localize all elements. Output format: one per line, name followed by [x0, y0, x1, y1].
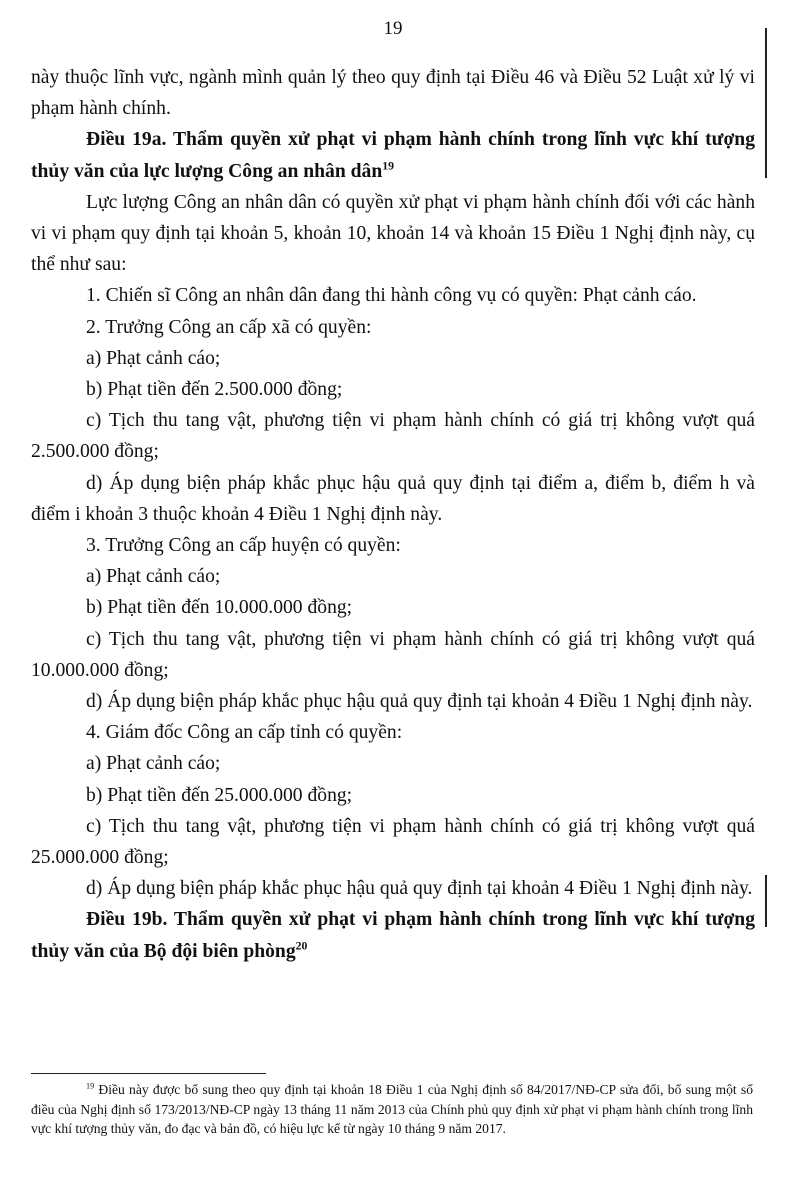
footnote-separator: [31, 1073, 266, 1074]
scan-edge-line-top: [765, 28, 767, 178]
paragraph-text: d) Áp dụng biện pháp khắc phục hậu quả quy định tại khoản 4 Điều 1 Nghị định này.: [86, 878, 753, 900]
paragraph-text: 2. Trưởng Công an cấp xã có quyền:: [86, 316, 372, 338]
paragraph-text: Điều 19a. Thẩm quyền xử phạt vi phạm hành chính trong lĩnh vực khí tượng thủy văn của lực lượng Công an nhân dân: [31, 129, 755, 182]
paragraph-text: d) Áp dụng biện pháp khắc phục hậu quả quy định tại khoản 4 Điều 1 Nghị định này.: [86, 691, 753, 713]
footnote-block: [31, 1080, 753, 1139]
paragraph-text: b) Phạt tiền đến 25.000.000 đồng;: [86, 784, 353, 806]
paragraph: [31, 468, 755, 530]
paragraph-text: c) Tịch thu tang vật, phương tiện vi phạm hành chính có giá trị không vượt quá 25.000.000 đồng;: [31, 815, 755, 869]
paragraph: [31, 405, 755, 467]
paragraph-text: 4. Giám đốc Công an cấp tỉnh có quyền:: [86, 722, 403, 744]
paragraph-text: này thuộc lĩnh vực, ngành mình quản lý theo quy định tại Điều 46 và Điều 52 Luật xử lý vi phạm hành chính.: [31, 67, 755, 120]
paragraph-text: b) Phạt tiền đến 2.500.000 đồng;: [86, 379, 343, 401]
paragraph: [31, 811, 755, 873]
paragraph-text: a) Phạt cảnh cáo;: [86, 753, 221, 775]
paragraph-text: c) Tịch thu tang vật, phương tiện vi phạm hành chính có giá trị không vượt quá 10.000.000 đồng;: [31, 628, 755, 681]
paragraph: [31, 561, 755, 592]
paragraph: [31, 187, 755, 281]
footnote-ref: 20: [295, 939, 308, 953]
scan-edge-line-bottom: [765, 875, 767, 927]
paragraph: [31, 624, 755, 686]
paragraph: [31, 280, 755, 311]
paragraph: [31, 592, 755, 623]
paragraph: [31, 62, 755, 124]
paragraph: [31, 873, 755, 904]
footnote-text: Điều này được bổ sung theo quy định tại khoản 18 Điều 1 của Nghị định số 84/2017/NĐ-CP sửa đổi, bổ sung một số điều của Nghị định số 173/2013/NĐ-CP ngày 13 tháng 11 năm 2013 của Chính phủ quy định xử phạt vi phạm hành chính trong lĩnh vực khí tượng thủy văn, đo đạc và bản đồ, có hiệu lực kể từ ngày 10 tháng 9 năm 2017.: [31, 1082, 753, 1136]
article-heading: [31, 904, 755, 966]
paragraph: [31, 780, 755, 811]
paragraph-text: a) Phạt cảnh cáo;: [86, 566, 221, 588]
paragraph: [31, 717, 755, 748]
footnote-19: [31, 1080, 753, 1139]
page-number: 19: [383, 18, 403, 39]
paragraph: [31, 312, 755, 343]
paragraph: [31, 748, 755, 779]
paragraph: [31, 530, 755, 561]
paragraph: [31, 343, 755, 374]
paragraph-text: d) Áp dụng biện pháp khắc phục hậu quả quy định tại điểm a, điểm b, điểm h và điểm i khoản 3 thuộc khoản 4 Điều 1 Nghị định này.: [31, 472, 755, 525]
footnote-ref: 19: [382, 159, 394, 173]
document-body: [31, 62, 755, 967]
paragraph: [31, 686, 755, 717]
footnote-marker: 19: [86, 1081, 95, 1091]
article-heading: [31, 124, 755, 186]
paragraph: [31, 374, 755, 405]
paragraph-text: c) Tịch thu tang vật, phương tiện vi phạm hành chính có giá trị không vượt quá 2.500.000 đồng;: [31, 410, 755, 463]
paragraph-text: 1. Chiến sĩ Công an nhân dân đang thi hành công vụ có quyền: Phạt cảnh cáo.: [86, 285, 697, 307]
paragraph-text: b) Phạt tiền đến 10.000.000 đồng;: [86, 597, 353, 619]
paragraph-text: Lực lượng Công an nhân dân có quyền xử phạt vi phạm hành chính đối với các hành vi vi phạm quy định tại khoản 5, khoản 10, khoản 14 và khoản 15 Điều 1 Nghị định này, cụ thể như sau:: [31, 191, 755, 276]
paragraph-text: 3. Trưởng Công an cấp huyện có quyền:: [86, 535, 401, 557]
paragraph-text: a) Phạt cảnh cáo;: [86, 347, 221, 369]
paragraph-text: Điều 19b. Thẩm quyền xử phạt vi phạm hành chính trong lĩnh vực khí tượng thủy văn của Bộ đội biên phòng: [31, 909, 755, 962]
